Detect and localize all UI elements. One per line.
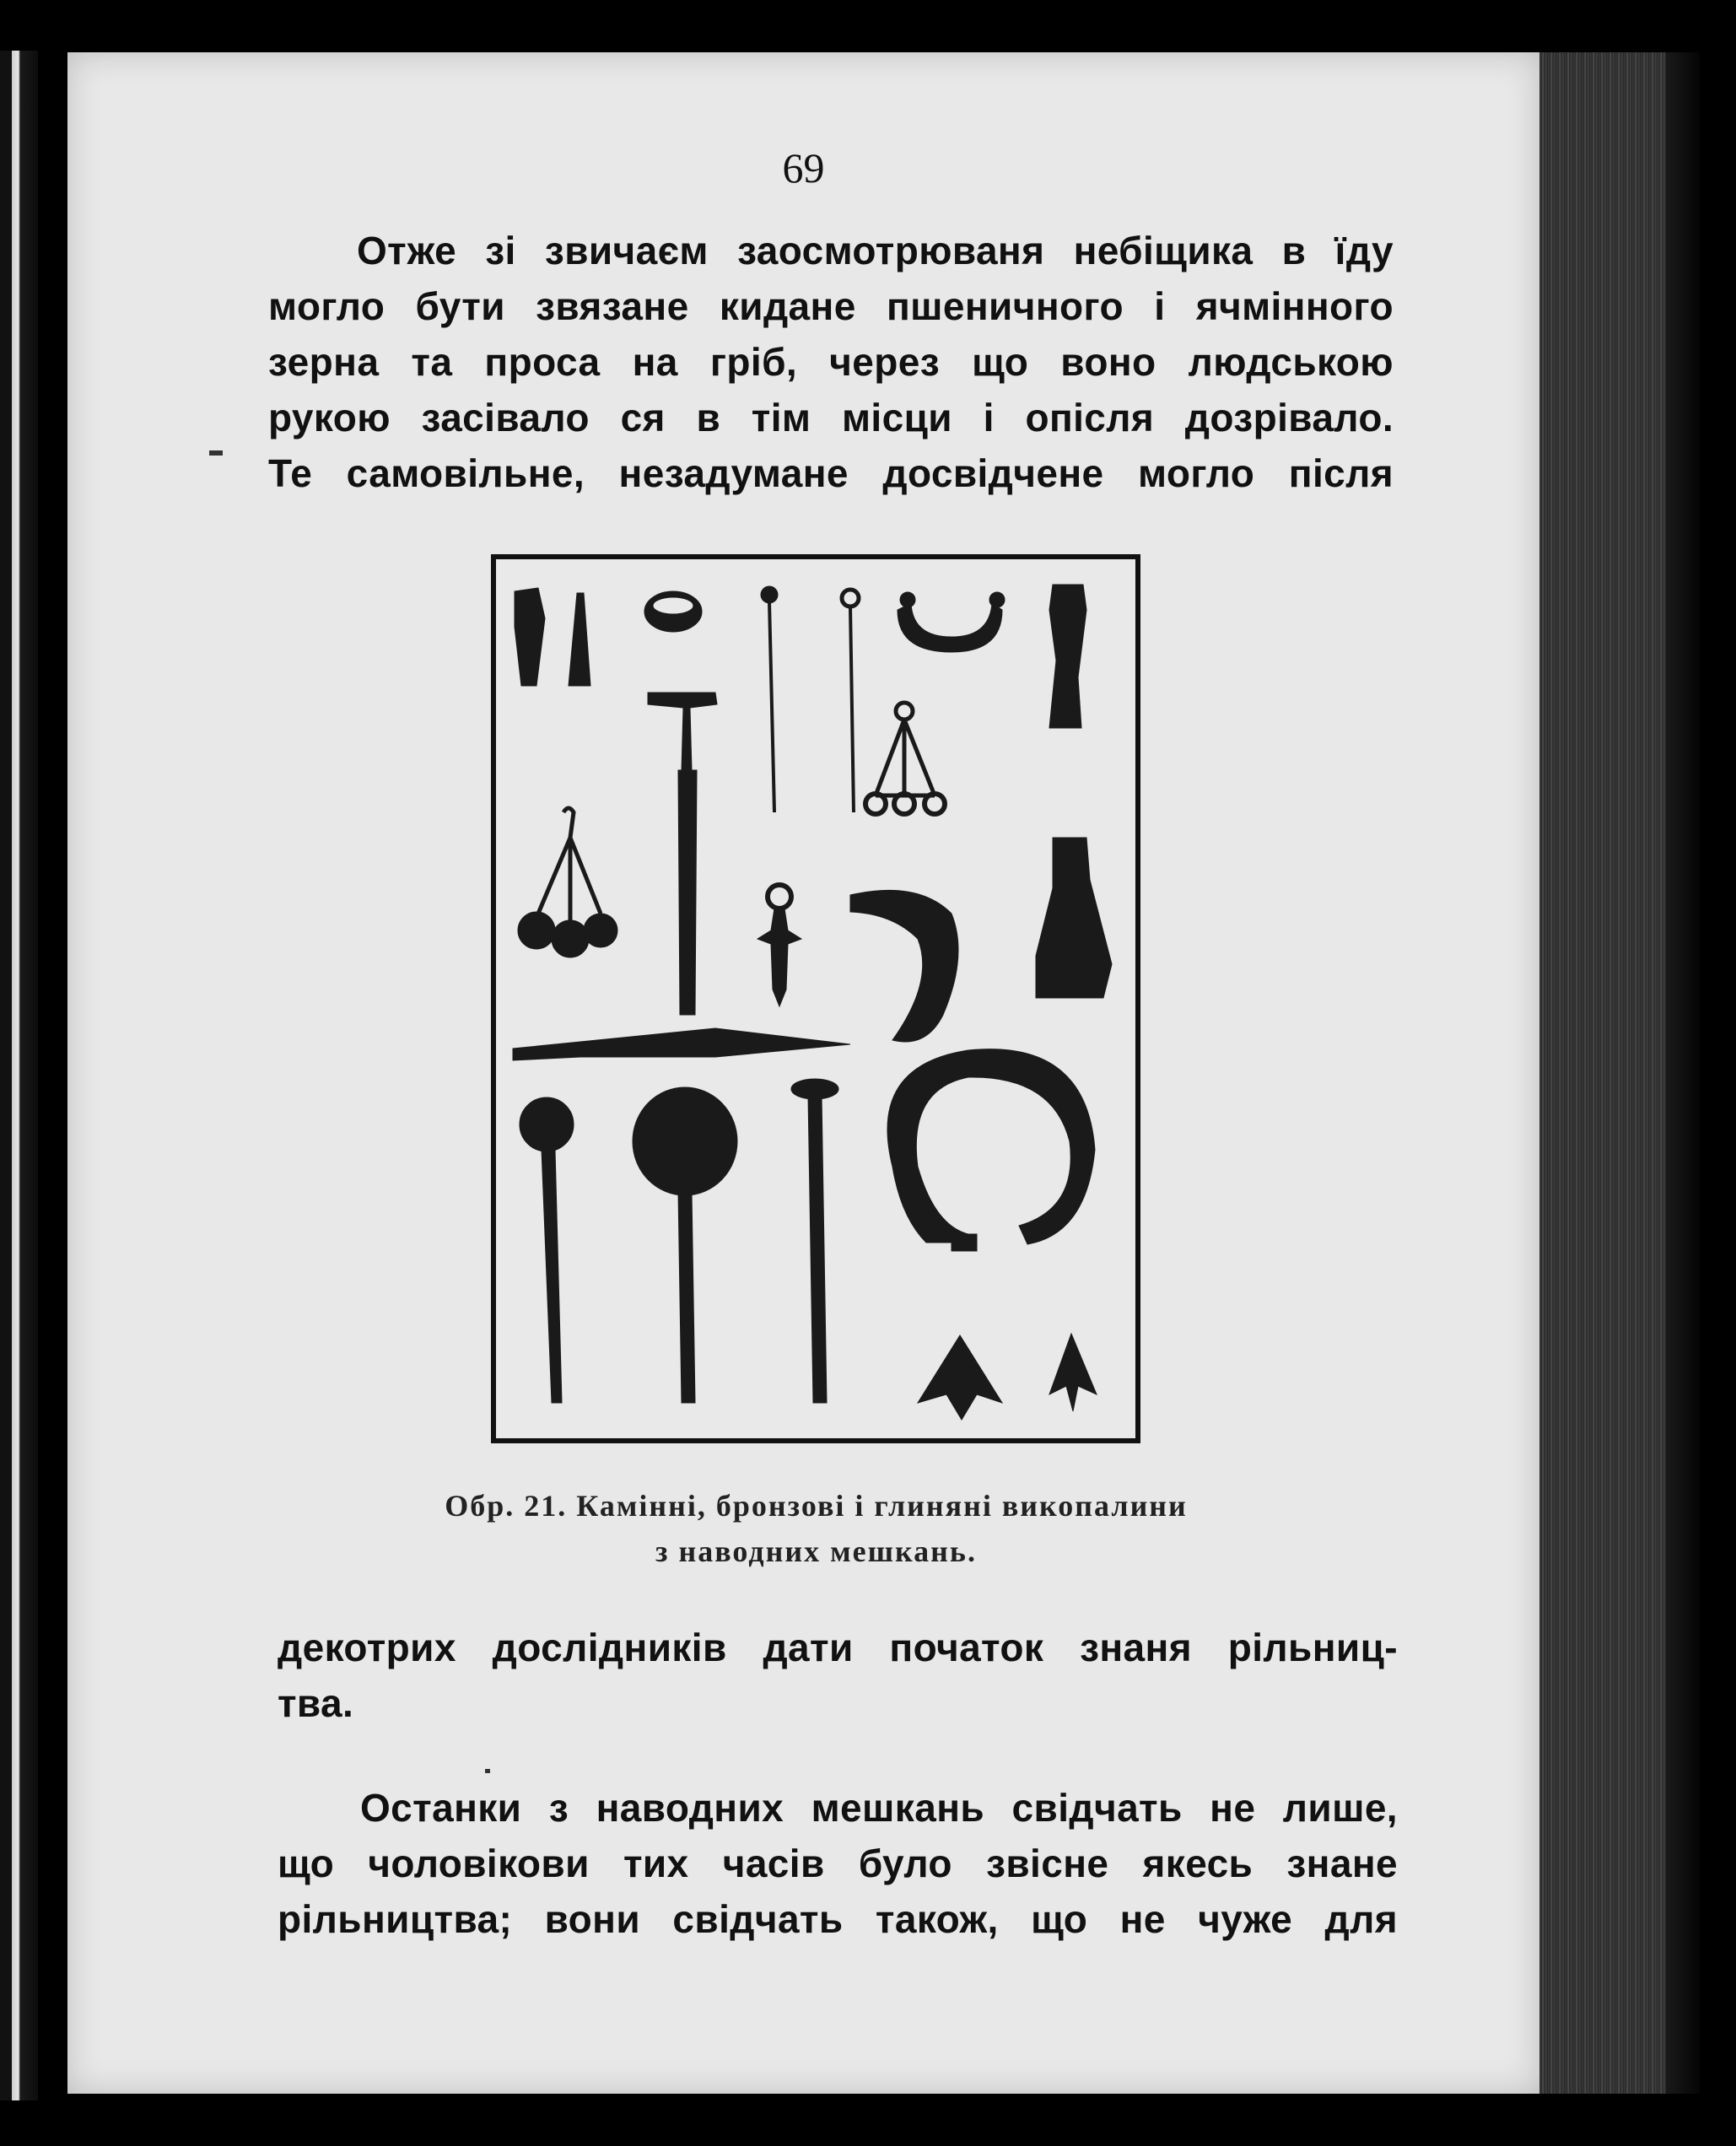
stone-axe-large-artifact (1036, 838, 1112, 998)
arrowhead-artifact (918, 1335, 1002, 1420)
page-number: 69 (782, 144, 825, 191)
page-stack-edge (1539, 52, 1666, 2094)
round-pin-artifact (633, 1087, 737, 1195)
club-head-artifact (520, 1097, 574, 1151)
pin-artifact (850, 607, 854, 812)
text-line: рукою засівало ся в тім місци і опісля дозрівало. (268, 396, 1394, 439)
pin-head-artifact (761, 586, 778, 603)
text-line: могло бути звязане кидане пшеничного і ячмінного (268, 284, 1394, 328)
book-page (67, 52, 1539, 2094)
pin-artifact (769, 601, 774, 812)
text-line: Те самовільне, незадумане досвідчене могло після (268, 451, 1394, 495)
bronze-hammer-artifact (648, 693, 717, 1015)
text-line: декотрих дослідників дати початок знаня рільниц- (278, 1626, 1398, 1669)
sickle-artifact (850, 890, 958, 1042)
text-line: зерна та проса на гріб, через що воно людською (268, 340, 1394, 384)
figure-21-artifacts (491, 554, 1140, 1443)
paragraph-2 (278, 1620, 1398, 1731)
book-cover-edge (1666, 52, 1700, 2094)
text-line: тва. (278, 1681, 354, 1725)
book-binding-edge (0, 51, 38, 2100)
caption-line: Обр. 21. Камінні, бронзові і глиняні викопалини (445, 1489, 1188, 1523)
artifacts-illustration (496, 559, 1135, 1438)
stone-axe-artifact (515, 588, 545, 686)
margin-mark (209, 450, 223, 456)
text-line: що чоловікови тих часів було звісне якесь знане (278, 1841, 1398, 1885)
dagger-artifact (513, 1028, 850, 1060)
text-line: Отже зі звичаєм заосмотрюваня небіщика в їду (357, 229, 1394, 272)
figure-caption (321, 1483, 1312, 1574)
figure-illustration (496, 559, 1135, 1438)
arrowhead-artifact (1049, 1334, 1097, 1411)
caption-line: з наводних мешкань. (655, 1534, 977, 1568)
collar-artifact (887, 1049, 1095, 1244)
pendant-artifact (538, 808, 601, 922)
amulet-artifact (757, 909, 801, 1006)
paragraph-1 (268, 223, 1394, 501)
stone-chisel-artifact (569, 593, 590, 686)
paragraph-3 (278, 1780, 1398, 1947)
pendant-chain-artifact (876, 720, 935, 795)
bracelet-artifact (898, 603, 1002, 652)
bronze-axe-artifact (1049, 585, 1086, 728)
ink-speck (485, 1769, 490, 1773)
text-line: рільництва; вони свідчать також, що не чуже для (278, 1897, 1398, 1941)
text-line: Останки з наводних мешкань свідчать не лише, (360, 1786, 1398, 1830)
